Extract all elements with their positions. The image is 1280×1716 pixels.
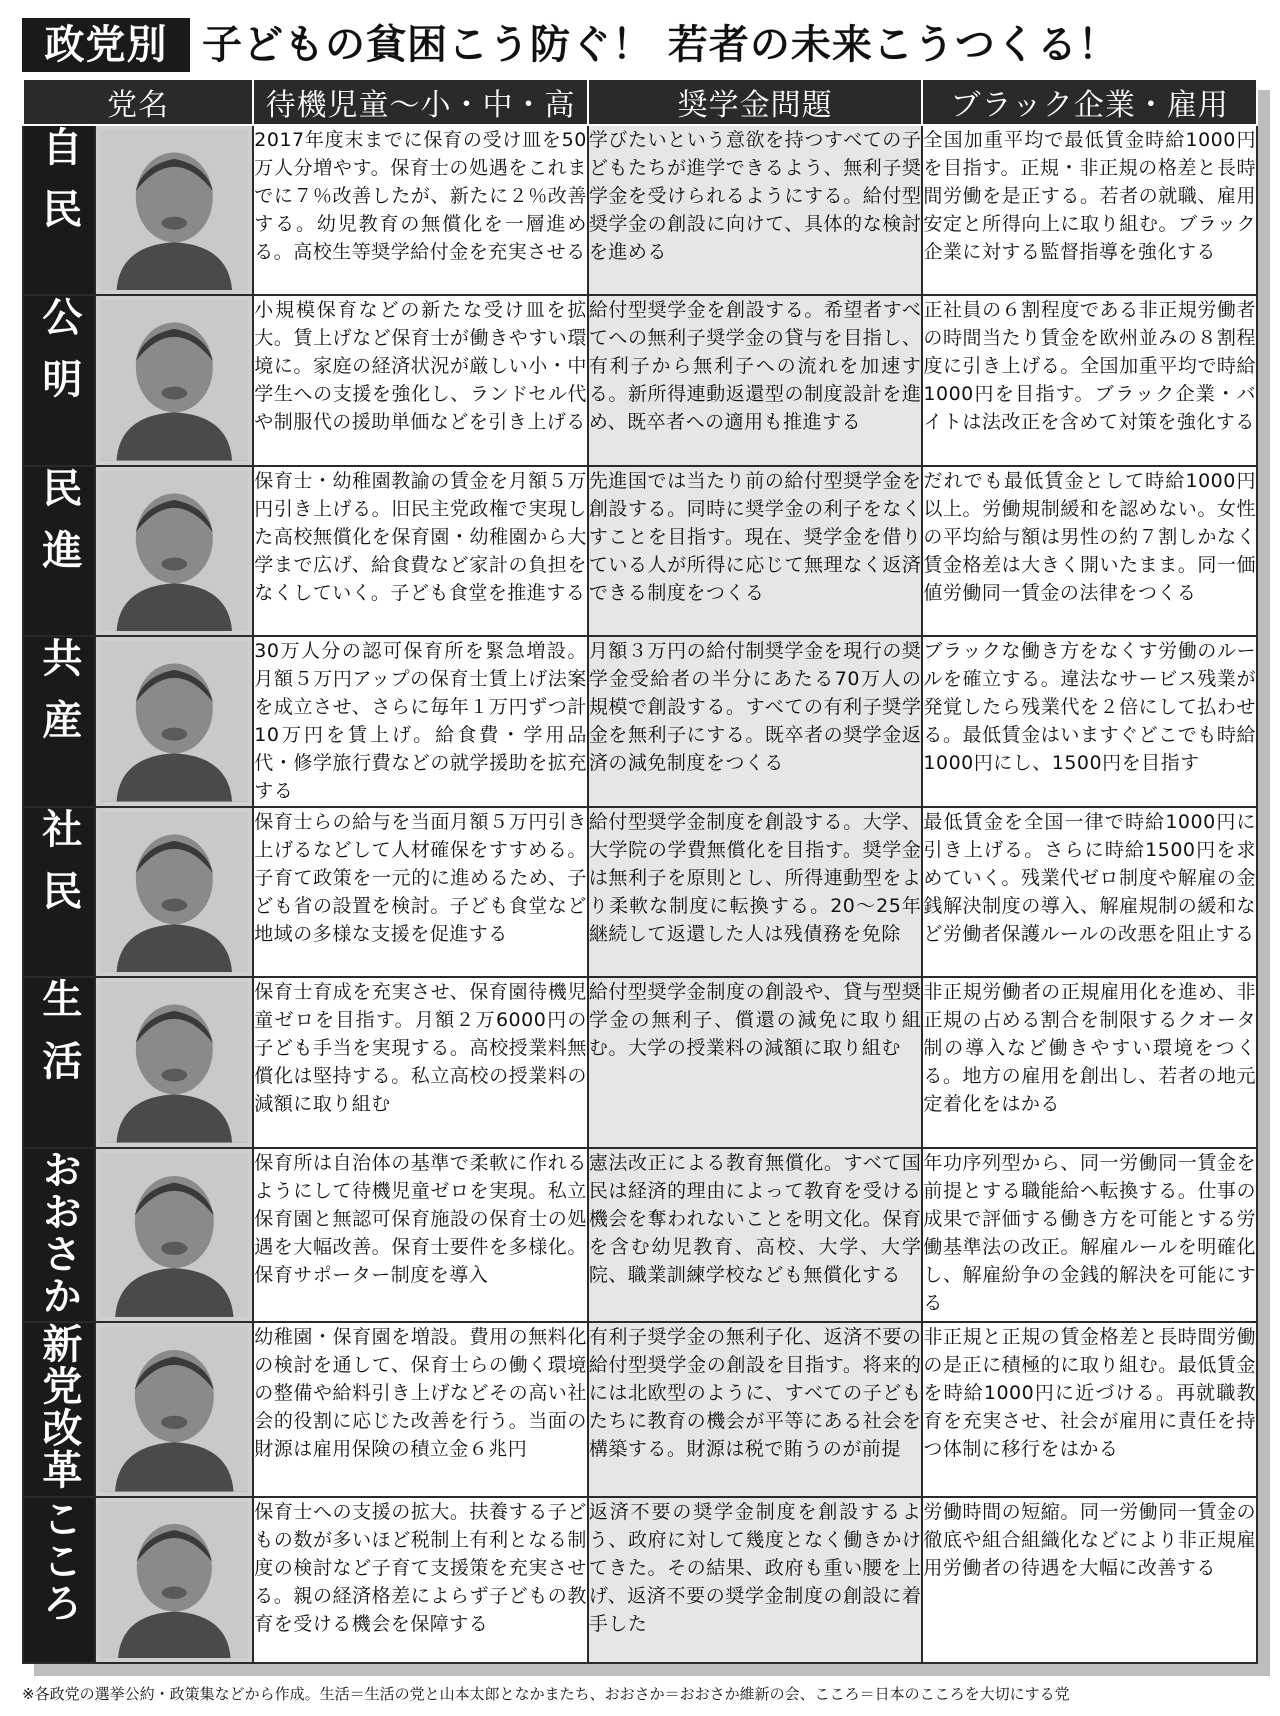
- party-name: こころ: [35, 1497, 82, 1624]
- photo-frame: [100, 1327, 249, 1491]
- policy-cell-childcare: 小規模保育などの新たな受け皿を拡大。賃上げなど保育士が働きやすい環境に。家庭の経済状況が厳しい小・中学生への支援を強化し、ランドセル代や制服代の援助単価などを引き上げる: [253, 295, 588, 465]
- policy-cell-employment: 全国加重平均で最低賃金時給1000円を目指す。正規・非正規の格差と長時間労働を是正する。若者の就職、雇用安定と所得向上に取り組む。ブラック企業に対する監督指導を強化する: [922, 125, 1257, 295]
- header-tag: 政党別: [22, 18, 190, 72]
- policy-cell-scholarship: 月額３万円の給付制奨学金を現行の奨学金受給者の半分にあたる70万人の規模で創設する。すべての有利子奨学金を無利子にする。既卒者の奨学金返済の減免制度をつくる: [588, 636, 923, 806]
- policy-cell-employment: だれでも最低賃金として時給1000円以上。労働規制緩和を認めない。女性の平均給与額は男性の約７割しかなく賃金格差は大きく開いたまま。同一価値労働同一賃金の法律をつくる: [922, 466, 1257, 636]
- policy-cell-childcare: 保育士・幼稚園教諭の賃金を月額５万円引き上げる。旧民主党政権で実現した高校無償化を保育園・幼稚園から大学まで広げ、給食費など家計の負担をなくしていく。子ども食堂を推進する: [253, 466, 588, 636]
- party-leader-photo: [95, 1322, 254, 1496]
- column-header-employment: ブラック企業・雇用: [922, 79, 1257, 125]
- policy-cell-scholarship: 有利子奨学金の無利子化、返済不要の給付型奨学金の創設を目指す。将来的には北欧型のように、すべての子どもたちに教育の機会が平等にある社会を構築する。財源は税で賄うのが前提: [588, 1322, 923, 1496]
- party-name: 公明: [35, 296, 82, 421]
- party-leader-photo: [95, 1497, 254, 1663]
- page-header: [22, 14, 1262, 76]
- policy-cell-scholarship: 先進国では当たり前の給付型奨学金を創設する。同時に奨学金の利子をなくすことを目指す。現在、奨学金を借りている人が所得に応じて無理なく返済できる制度をつくる: [588, 466, 923, 636]
- party-name-cell: [23, 1322, 95, 1496]
- party-name-cell: [23, 466, 95, 636]
- portrait-photo: [100, 1327, 249, 1491]
- party-name: 生活: [35, 978, 82, 1103]
- policy-cell-scholarship: 給付型奨学金制度を創設する。大学、大学院の学費無償化を目指す。奨学金は無利子を原則とし、所得連動型をより柔軟な制度に転換する。20〜25年継続して返還した人は残債務を免除: [588, 807, 923, 977]
- policy-cell-employment: 年功序列型から、同一労働同一賃金を前提とする職能給へ転換する。仕事の成果で評価する働き方を可能とする労働基準法の改正。解雇ルールを明確化し、解雇紛争の金銭的解決を可能にする: [922, 1148, 1257, 1322]
- policy-cell-scholarship: 返済不要の奨学金制度を創設するよう、政府に対して幾度となく働きかけてきた。その結果、政府も重い腰を上げ、返済不要の奨学金制度の創設に着手した: [588, 1497, 923, 1663]
- policy-cell-childcare: 保育所は自治体の基準で柔軟に作れるようにして待機児童ゼロを実現。私立保育園と無認可保育施設の保育士の処遇を大幅改善。保育士要件を多様化。保育サポーター制度を導入: [253, 1148, 588, 1322]
- party-name: 共産: [35, 637, 82, 762]
- party-name: おおさか: [35, 1148, 82, 1317]
- party-leader-photo: [95, 1148, 254, 1322]
- party-name: 新党改革: [35, 1323, 82, 1492]
- policy-cell-childcare: 保育士らの給与を当面月額５万円引き上げるなどして人材確保をすすめる。子育て政策を一元的に進めるため、子ども省の設置を検討。子ども食堂など地域の多様な支援を促進する: [253, 807, 588, 977]
- party-name-cell: [23, 295, 95, 465]
- policy-cell-employment: 最低賃金を全国一律で時給1000円に引き上げる。さらに時給1500円を求めていく。残業代ゼロ制度や解雇の金銭解決制度の導入、解雇規制の緩和など労働者保護ルールの改悪を阻止する: [922, 807, 1257, 977]
- column-header-party: 党名: [23, 79, 253, 125]
- table-row: [23, 1148, 1257, 1322]
- party-name: 自民: [35, 126, 82, 250]
- party-leader-photo: [95, 807, 254, 977]
- photo-frame: [100, 471, 249, 631]
- party-leader-photo: [95, 125, 254, 295]
- policy-cell-childcare: 2017年度末までに保育の受け皿を50万人分増やす。保育士の処遇をこれまでに７％改善したが、新たに２％改善する。幼児教育の無償化を一層進める。高校生等奨学給付金を充実させる: [253, 125, 588, 295]
- party-name-cell: [23, 1497, 95, 1663]
- policy-cell-childcare: 保育士への支援の拡大。扶養する子どもの数が多いほど税制上有利となる制度の検討など子育て支援策を充実させる。親の経済格差によらず子どもの教育を受ける機会を保障する: [253, 1497, 588, 1663]
- party-name-cell: [23, 636, 95, 806]
- party-name: 社民: [35, 807, 82, 932]
- policy-cell-employment: 労働時間の短縮。同一労働同一賃金の徹底や組合組織化などにより非正規雇用労働者の待遇を大幅に改善する: [922, 1497, 1257, 1663]
- portrait-photo: [100, 1502, 249, 1658]
- policy-cell-employment: ブラックな働き方をなくす労働のルールを確立する。違法なサービス残業が発覚したら残業代を２倍にして払わせる。最低賃金はいますぐどこでも時給1000円にし、1500円を目指す: [922, 636, 1257, 806]
- policy-cell-scholarship: 給付型奨学金を創設する。希望者すべてへの無利子奨学金の貸与を目指し、有利子から無利子への流れを加速する。新所得連動返還型の制度設計を進め、既卒者への適用も推進する: [588, 295, 923, 465]
- policy-cell-scholarship: 学びたいという意欲を持つすべての子どもたちが進学できるよう、無利子奨学金を受けられるようにする。給付型奨学金の創設に向けて、具体的な検討を進める: [588, 125, 923, 295]
- photo-frame: [100, 812, 249, 972]
- portrait-photo: [100, 641, 249, 801]
- policy-cell-employment: 非正規と正規の賃金格差と長時間労働の是正に積極的に取り組む。最低賃金を時給1000円に近づける。再就職教育を充実させ、社会が雇用に責任を持つ体制に移行をはかる: [922, 1322, 1257, 1496]
- party-name: 民進: [35, 466, 82, 591]
- party-name-cell: [23, 1148, 95, 1322]
- policy-cell-childcare: 幼稚園・保育園を増設。費用の無料化の検討を通して、保育士らの働く環境の整備や給料引き上げなどその高い社会的役割に応じた改善を行う。当面の財源は雇用保険の積立金６兆円: [253, 1322, 588, 1496]
- party-leader-photo: [95, 466, 254, 636]
- footnote: ※各政党の選挙公約・政策集などから作成。生活＝生活の党と山本太郎となかまたち、おおさか＝おおさか維新の会、こころ＝日本のこころを大切にする党: [22, 1685, 1070, 1703]
- table-row: [23, 1322, 1257, 1496]
- portrait-photo: [100, 300, 249, 460]
- table-row: [23, 125, 1257, 295]
- policy-cell-childcare: 保育士育成を充実させ、保育園待機児童ゼロを目指す。月額２万6000円の子ども手当を実現する。高校授業料無償化は堅持する。私立高校の授業料の減額に取り組む: [253, 977, 588, 1147]
- party-name-cell: [23, 977, 95, 1147]
- table-row: [23, 636, 1257, 806]
- policy-cell-employment: 正社員の６割程度である非正規労働者の時間当たり賃金を欧州並みの８割程度に引き上げる。全国加重平均で時給1000円を目指す。ブラック企業・バイトは法改正を含めて対策を強化する: [922, 295, 1257, 465]
- policy-cell-childcare: 30万人分の認可保育所を緊急増設。月額５万円アップの保育士賃上げ法案を成立させ、さらに毎年１万円ずつ計10万円を賃上げ。給食費・学用品代・修学旅行費などの就学援助を拡充する: [253, 636, 588, 806]
- portrait-photo: [100, 982, 249, 1142]
- policy-cell-scholarship: 憲法改正による教育無償化。すべて国民は経済的理由によって教育を受ける機会を奪われないことを明文化。保育を含む幼児教育、高校、大学、大学院、職業訓練学校なども無償化する: [588, 1148, 923, 1322]
- portrait-photo: [100, 471, 249, 631]
- column-header-childcare: 待機児童〜小・中・高: [253, 79, 588, 125]
- policy-table: [22, 78, 1258, 1664]
- policy-cell-employment: 非正規労働者の正規雇用化を進め、非正規の占める割合を制限するクオータ制の導入など働きやすい環境をつくる。地方の雇用を創出し、若者の地元定着化をはかる: [922, 977, 1257, 1147]
- photo-frame: [100, 300, 249, 460]
- photo-frame: [100, 1502, 249, 1658]
- photo-frame: [100, 1153, 249, 1317]
- table-row: [23, 295, 1257, 465]
- portrait-photo: [100, 1153, 249, 1317]
- page-title: 子どもの貧困こう防ぐ！ 若者の未来こうつくる！: [202, 22, 1119, 68]
- photo-frame: [100, 982, 249, 1142]
- party-name-cell: [23, 125, 95, 295]
- photo-frame: [100, 641, 249, 801]
- policy-cell-scholarship: 給付型奨学金制度の創設や、貸与型奨学金の無利子、償還の減免に取り組む。大学の授業料の減額に取り組む: [588, 977, 923, 1147]
- column-header-scholarship: 奨学金問題: [588, 79, 923, 125]
- party-leader-photo: [95, 295, 254, 465]
- photo-frame: [100, 130, 249, 290]
- table-row: [23, 807, 1257, 977]
- party-leader-photo: [95, 977, 254, 1147]
- party-name-cell: [23, 807, 95, 977]
- table-row: [23, 1497, 1257, 1663]
- table-header-row: [23, 79, 1257, 125]
- party-leader-photo: [95, 636, 254, 806]
- table-row: [23, 466, 1257, 636]
- portrait-photo: [100, 812, 249, 972]
- table-row: [23, 977, 1257, 1147]
- portrait-photo: [100, 130, 249, 290]
